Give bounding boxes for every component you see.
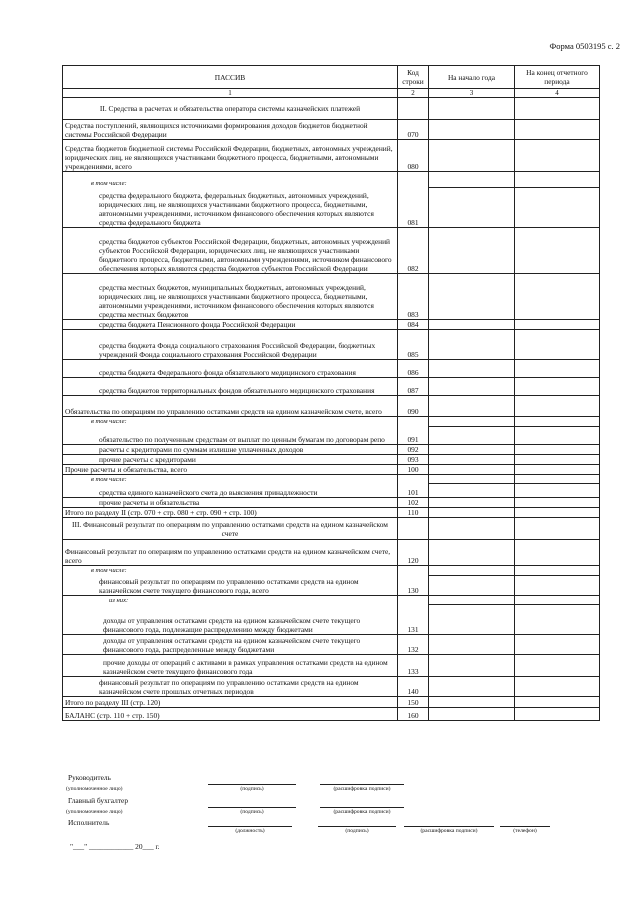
value-end-cell[interactable]	[515, 360, 600, 378]
value-begin-cell[interactable]	[429, 172, 515, 188]
header-code: Код строки	[398, 66, 429, 89]
value-end-cell[interactable]	[515, 426, 600, 444]
table-row	[63, 396, 600, 417]
value-end-cell[interactable]	[515, 140, 600, 172]
table-row	[63, 635, 600, 655]
value-end-cell[interactable]	[515, 454, 600, 464]
value-end-cell[interactable]	[515, 635, 600, 655]
row-label: Итого по разделу II (стр. 070 + стр. 080 + стр. 090 + стр. 100)	[63, 508, 398, 518]
value-begin-cell[interactable]	[429, 518, 515, 540]
row-code: 080	[398, 140, 429, 172]
row-label: финансовый результат по операциям по управлению остатками средств на едином казначейском счете текущего финансового года, всего	[63, 575, 398, 595]
executor-cap-decoding: (расшифровка подписи)	[420, 828, 478, 834]
value-begin-cell[interactable]	[429, 98, 515, 120]
header-end: На конец отчетного периода	[515, 66, 600, 89]
row-code	[398, 595, 429, 605]
table-row	[63, 498, 600, 508]
row-code: 084	[398, 320, 429, 330]
value-begin-cell[interactable]	[429, 635, 515, 655]
executor-decoding-line[interactable]	[404, 826, 494, 827]
table-row	[63, 140, 600, 172]
table-row	[63, 575, 600, 595]
row-label: средства единого казначейского счета до выяснения принадлежности	[63, 484, 398, 498]
row-label: расчеты с кредиторами по суммам излишне уплаченных доходов	[63, 444, 398, 454]
value-end-cell[interactable]	[515, 172, 600, 188]
row-code: 093	[398, 454, 429, 464]
row-label: средства бюджета Фонда социального страхования Российской Федерации, бюджетных учреждений Фонда социального страхования Российской Федерации	[63, 330, 398, 360]
row-label: прочие расчеты с кредиторами	[63, 454, 398, 464]
value-end-cell[interactable]	[515, 677, 600, 697]
row-code	[398, 566, 429, 576]
row-code: 090	[398, 396, 429, 417]
accountant-cap-decoding: (расшифровка подписи)	[333, 809, 391, 815]
liabilities-table	[62, 65, 600, 721]
col-number-1: 1	[63, 89, 398, 98]
value-begin-cell[interactable]	[429, 566, 515, 576]
value-end-cell[interactable]	[515, 655, 600, 677]
column-number-row	[63, 89, 600, 98]
col-number-4: 4	[515, 89, 600, 98]
row-code: 081	[398, 188, 429, 228]
row-code	[398, 417, 429, 427]
date-line[interactable]: "___" ____________ 20___ г.	[70, 842, 160, 851]
value-begin-cell[interactable]	[429, 320, 515, 330]
table-row	[63, 330, 600, 360]
value-begin-cell[interactable]	[429, 140, 515, 172]
executor-cap-signature: (подпись)	[345, 828, 369, 834]
col-number-2: 2	[398, 89, 429, 98]
table-row	[63, 417, 600, 427]
row-code: 083	[398, 274, 429, 320]
value-end-cell[interactable]	[515, 566, 600, 576]
executor-phone-line[interactable]	[500, 826, 550, 827]
head-label: Руководитель	[68, 773, 111, 782]
head-decoding-line[interactable]	[320, 784, 404, 785]
table-row	[63, 566, 600, 576]
row-code: 082	[398, 228, 429, 274]
row-code: 130	[398, 575, 429, 595]
value-begin-cell[interactable]	[429, 498, 515, 508]
row-label: из них:	[63, 595, 398, 605]
value-begin-cell[interactable]	[429, 417, 515, 427]
table-row	[63, 655, 600, 677]
row-code: 086	[398, 360, 429, 378]
row-code: 100	[398, 464, 429, 474]
value-end-cell[interactable]	[515, 464, 600, 474]
row-code	[398, 474, 429, 484]
value-begin-cell[interactable]	[429, 508, 515, 518]
row-label: Финансовый результат по операциям по управлению остатками средств на едином казначейском счете, всего	[63, 540, 398, 566]
table-row	[63, 540, 600, 566]
table-row	[63, 464, 600, 474]
row-label: средства бюджета Пенсионного фонда Российской Федерации	[63, 320, 398, 330]
accountant-label: Главный бухгалтер	[68, 796, 129, 805]
row-code: 160	[398, 708, 429, 721]
table-row	[63, 360, 600, 378]
row-label: финансовый результат по операциям по управлению остатками средств на едином казначейском счете прошлых отчетных периодов	[63, 677, 398, 697]
value-begin-cell[interactable]	[429, 274, 515, 320]
row-code: 101	[398, 484, 429, 498]
row-label: Средства бюджетов бюджетной системы Российской Федерации, бюджетных, автономных учреждений, юридических лиц, не являющихся участниками бюджетного процесса, бюджетными, автономными учреждениями, всего	[63, 140, 398, 172]
value-end-cell[interactable]	[515, 274, 600, 320]
row-label: II. Средства в расчетах и обязательства оператора системы казначейских платежей	[63, 98, 398, 120]
executor-cap-phone: (телефон)	[513, 828, 537, 834]
value-end-cell[interactable]	[515, 98, 600, 120]
value-begin-cell[interactable]	[429, 575, 515, 595]
row-code: 102	[398, 498, 429, 508]
value-begin-cell[interactable]	[429, 605, 515, 635]
row-label: Средства поступлений, являющихся источниками формирования доходов бюджетов бюджетной системы Российской Федерации	[63, 120, 398, 140]
accountant-signature-line[interactable]	[208, 807, 296, 808]
table-row	[63, 474, 600, 484]
table-row	[63, 98, 600, 120]
executor-label: Исполнитель	[68, 818, 110, 827]
header-begin: На начало года	[429, 66, 515, 89]
value-begin-cell[interactable]	[429, 120, 515, 140]
value-begin-cell[interactable]	[429, 474, 515, 484]
table-row	[63, 605, 600, 635]
table-row	[63, 378, 600, 396]
value-begin-cell[interactable]	[429, 228, 515, 274]
value-begin-cell[interactable]	[429, 454, 515, 464]
value-end-cell[interactable]	[515, 417, 600, 427]
table-row	[63, 172, 600, 188]
row-label: средства местных бюджетов, муниципальных бюджетных, автономных учреждений, юридических лиц, не являющихся участниками бюджетного процесса, бюджетными, автономными учреждениями, источником финансового обеспечения которых являются средства местных бюджетов	[63, 274, 398, 320]
row-code	[398, 518, 429, 540]
row-label: доходы от управления остатками средств на едином казначейском счете текущего финансового года, распределенные между бюджетами	[63, 635, 398, 655]
row-label: обязательство по полученным средствам от выплат по ценным бумагам по договорам репо	[63, 426, 398, 444]
row-label: в том числе:	[63, 474, 398, 484]
row-label: БАЛАНС (стр. 110 + стр. 150)	[63, 708, 398, 721]
value-end-cell[interactable]	[515, 474, 600, 484]
table-row	[63, 484, 600, 498]
row-label: средства бюджетов территориальных фондов обязательного медицинского страхования	[63, 378, 398, 396]
row-code: 140	[398, 677, 429, 697]
value-end-cell[interactable]	[515, 484, 600, 498]
table-row	[63, 508, 600, 518]
value-end-cell[interactable]	[515, 330, 600, 360]
row-label: в том числе:	[63, 172, 398, 188]
value-begin-cell[interactable]	[429, 426, 515, 444]
row-code: 070	[398, 120, 429, 140]
table-row	[63, 708, 600, 721]
value-begin-cell[interactable]	[429, 708, 515, 721]
table-row	[63, 444, 600, 454]
row-label: Итого по разделу III (стр. 120)	[63, 697, 398, 708]
value-end-cell[interactable]	[515, 396, 600, 417]
row-code: 087	[398, 378, 429, 396]
row-code: 085	[398, 330, 429, 360]
row-code: 132	[398, 635, 429, 655]
value-end-cell[interactable]	[515, 605, 600, 635]
head-sub: (уполномоченное лицо)	[66, 786, 123, 792]
accountant-decoding-line[interactable]	[320, 807, 404, 808]
row-code: 110	[398, 508, 429, 518]
value-begin-cell[interactable]	[429, 188, 515, 228]
row-label: Обязательства по операциям по управлению остатками средств на едином казначейском счете, всего	[63, 396, 398, 417]
row-code	[398, 172, 429, 188]
value-end-cell[interactable]	[515, 498, 600, 508]
head-signature-line[interactable]	[208, 784, 296, 785]
value-begin-cell[interactable]	[429, 677, 515, 697]
head-cap-decoding: (расшифровка подписи)	[333, 786, 391, 792]
table-row	[63, 697, 600, 708]
value-end-cell[interactable]	[515, 575, 600, 595]
row-code: 120	[398, 540, 429, 566]
value-end-cell[interactable]	[515, 120, 600, 140]
value-end-cell[interactable]	[515, 320, 600, 330]
value-begin-cell[interactable]	[429, 360, 515, 378]
row-label: прочие расчеты и обязательства	[63, 498, 398, 508]
value-end-cell[interactable]	[515, 708, 600, 721]
value-begin-cell[interactable]	[429, 540, 515, 566]
form-number: Форма 0503195 с. 2	[549, 41, 620, 51]
head-cap-signature: (подпись)	[240, 786, 264, 792]
value-begin-cell[interactable]	[429, 396, 515, 417]
col-number-3: 3	[429, 89, 515, 98]
value-end-cell[interactable]	[515, 518, 600, 540]
row-code: 091	[398, 426, 429, 444]
value-end-cell[interactable]	[515, 188, 600, 228]
executor-position-line[interactable]	[208, 826, 292, 827]
value-end-cell[interactable]	[515, 508, 600, 518]
row-label: прочие доходы от операций с активами в рамках управления остатками средств на едином казначейском счете текущего финансового года	[63, 655, 398, 677]
value-begin-cell[interactable]	[429, 444, 515, 454]
accountant-cap-signature: (подпись)	[240, 809, 264, 815]
accountant-sub: (уполномоченное лицо)	[66, 809, 123, 815]
value-end-cell[interactable]	[515, 444, 600, 454]
row-label: в том числе:	[63, 417, 398, 427]
value-begin-cell[interactable]	[429, 595, 515, 605]
table-row	[63, 454, 600, 464]
table-row	[63, 595, 600, 605]
table-row	[63, 426, 600, 444]
value-end-cell[interactable]	[515, 228, 600, 274]
value-end-cell[interactable]	[515, 540, 600, 566]
header-name: ПАССИВ	[63, 66, 398, 89]
row-label: доходы от управления остатками средств на едином казначейском счете текущего финансового года, подлежащие распределению между бюджетами	[63, 605, 398, 635]
row-label: средства федерального бюджета, федеральных бюджетных, автономных учреждений, юридических лиц, не являющихся участниками бюджетного процесса, бюджетными, автономными учреждениями, источником финансового обеспечения которых являются средства федерального бюджета	[63, 188, 398, 228]
row-code	[398, 98, 429, 120]
value-end-cell[interactable]	[515, 595, 600, 605]
value-begin-cell[interactable]	[429, 378, 515, 396]
value-end-cell[interactable]	[515, 697, 600, 708]
table-header-row	[63, 66, 600, 89]
table-row	[63, 274, 600, 320]
row-code: 133	[398, 655, 429, 677]
value-begin-cell[interactable]	[429, 655, 515, 677]
value-begin-cell[interactable]	[429, 464, 515, 474]
table-row	[63, 518, 600, 540]
row-label: в том числе:	[63, 566, 398, 576]
table-row	[63, 320, 600, 330]
value-end-cell[interactable]	[515, 378, 600, 396]
value-begin-cell[interactable]	[429, 484, 515, 498]
row-label: Прочие расчеты и обязательства, всего	[63, 464, 398, 474]
table-row	[63, 677, 600, 697]
executor-signature-line[interactable]	[318, 826, 396, 827]
row-code: 150	[398, 697, 429, 708]
value-begin-cell[interactable]	[429, 330, 515, 360]
executor-cap-position: (должность)	[235, 828, 265, 834]
row-label: средства бюджета Федерального фонда обязательного медицинского страхования	[63, 360, 398, 378]
table-row	[63, 188, 600, 228]
value-begin-cell[interactable]	[429, 697, 515, 708]
table-row	[63, 228, 600, 274]
row-code: 092	[398, 444, 429, 454]
table-row	[63, 120, 600, 140]
row-label: средства бюджетов субъектов Российской Федерации, бюджетных, автономных учреждений субъектов Российской Федерации, юридических лиц, не являющихся участниками бюджетного процесса, бюджетными, автономными учреждениями, источником финансового обеспечения которых являются средства бюджетов субъектов Российской Федерации	[63, 228, 398, 274]
row-code: 131	[398, 605, 429, 635]
row-label: III. Финансовый результат по операциям по управлению остатками средств на едином казначейском счете	[63, 518, 398, 540]
